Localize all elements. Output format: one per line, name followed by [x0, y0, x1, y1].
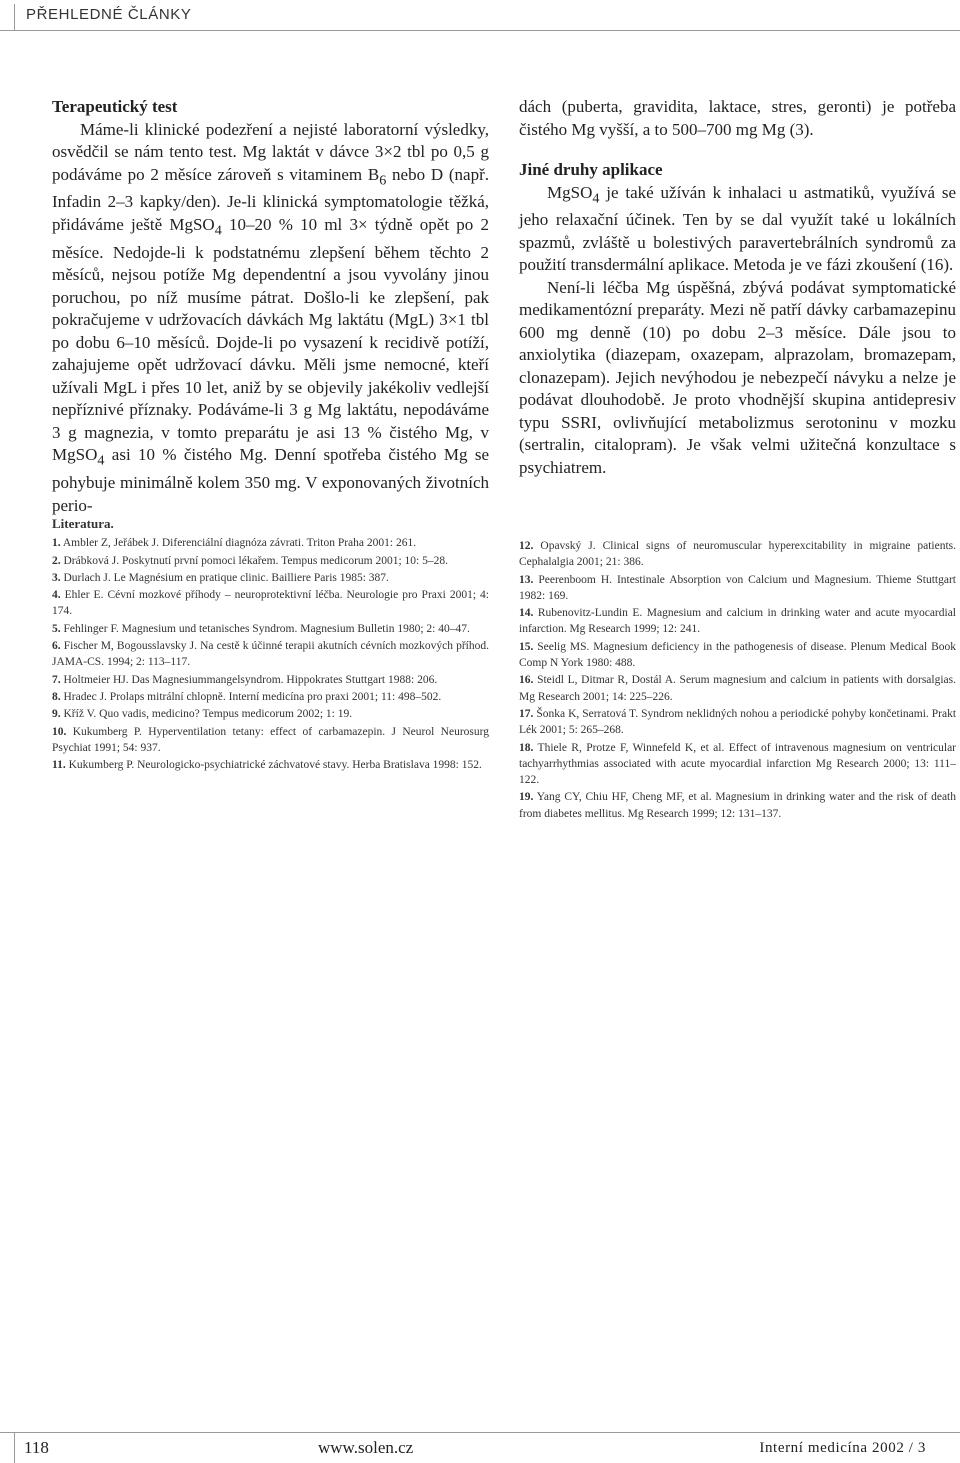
paragraph-therapeutic-test	[52, 119, 489, 518]
reference-list	[519, 538, 956, 822]
reference-item	[52, 672, 489, 688]
reference-item	[52, 638, 489, 671]
subscript: 4	[97, 452, 105, 469]
reference-text: Opavský J. Clinical signs of neuromuscular hyperexcitability in migraine patients. Cephalalgia 2001; 21: 386.	[519, 540, 957, 569]
paragraph-text: 10–20 % 10 ml 3× týdně opět po 2 měsíce. Nedojde-li k podstatnému zlepšení během těchto 2 měsíců, nejsou potíže Mg dependentní a jsou vyvolány jinou poruchou, po níž musíme pátrat. Došlo-li ke zlepšení, pak pokračujeme v udržovacích dávkách Mg laktátu (MgL) 3×1 tbl po dobu 6–10 měsíců. Dojde-li po vysazení k recidivě potíží, zahajujeme opět udržovací dávku. Měli jsme nemocné, kteří užívali MgL i přes 10 let, aniž by se objevily jakékoliv vedlejší nepříznivé příznaky. Podáváme-li 3 g Mg laktátu, nepodáváme 3 g magnezia, v tomto preparátu je asi 13 % čistého Mg, v MgSO	[52, 214, 489, 465]
reference-item	[519, 572, 956, 605]
reference-item	[519, 789, 956, 822]
reference-item	[52, 570, 489, 586]
section-heading-therapeutic-test: Terapeutický test	[52, 97, 178, 116]
paragraph-text: asi 10 % čistého Mg. Denní spotřeba čistého Mg se pohybuje minimálně kolem 350 mg. V exponovaných životních perio-	[52, 445, 489, 515]
reference-number: 5.	[52, 622, 61, 635]
reference-item	[519, 605, 956, 638]
reference-text: Steidl L, Ditmar R, Dostál A. Serum magnesium and calcium in patients with dorsalgias. Mg Research 2001; 14: 225–226.	[519, 674, 957, 703]
reference-number: 15.	[519, 640, 534, 653]
reference-number: 11.	[52, 759, 66, 772]
reference-text: Holtmeier HJ. Das Magnesiummangelsyndrom. Hippokrates Stuttgart 1988: 206.	[63, 673, 438, 686]
page-number: 118	[24, 1438, 49, 1457]
reference-text: Šonka K, Serratová T. Syndrom neklidných nohou a periodické pohyby končetinami. Prakt Lék 2001; 5: 265–268.	[519, 707, 957, 737]
reference-text: Kukumberg P. Neurologicko-psychiatrické záchvatové stavy. Herba Bratislava 1998: 152.	[68, 759, 482, 772]
reference-item	[52, 724, 489, 757]
reference-number: 4.	[52, 589, 61, 602]
reference-item	[519, 706, 956, 739]
reference-number: 10.	[52, 725, 67, 738]
reference-number: 1.	[52, 537, 61, 550]
reference-number: 19.	[519, 791, 534, 804]
section-heading-other-applications: Jiné druhy aplikace	[519, 160, 663, 179]
reference-number: 6.	[52, 640, 61, 653]
reference-number: 14.	[519, 607, 534, 620]
reference-item	[519, 740, 956, 789]
subscript: 4	[592, 189, 600, 206]
reference-text: Ambler Z, Jeřábek J. Diferenciální diagnóza závrati. Triton Praha 2001: 261.	[62, 537, 417, 550]
reference-number: 17.	[519, 707, 534, 720]
paragraph-text: Máme-li klinické podezření a nejisté laboratorní výsledky, osvědčil se nám tento test. Mg laktát v dávce 3×2 tbl po 0,5 g podáváme po 2 měsíce zároveň s vitaminem B	[52, 119, 489, 184]
reference-item	[52, 587, 489, 620]
subscript: 6	[379, 171, 387, 188]
reference-number: 2.	[52, 554, 61, 567]
reference-text: Kukumberg P. Hyperventilation tetany: effect of carbamazepin. J Neurol Neurosurg Psychiat 1991; 54: 937.	[52, 725, 489, 754]
website-link[interactable]: www.solen.cz	[318, 1438, 414, 1457]
reference-text: Seelig MS. Magnesium deficiency in the pathogenesis of disease. Plenum Medical Book Comp N York 1980: 488.	[519, 640, 957, 670]
reference-text: Durlach J. Le Magnésium en pratique clinic. Bailliere Paris 1985: 387.	[63, 571, 389, 584]
references-right	[519, 538, 956, 823]
reference-number: 13.	[519, 573, 534, 586]
reference-list	[52, 535, 489, 773]
reference-item	[52, 689, 489, 705]
paragraph-continuation: dách (puberta, gravidita, laktace, stres, geronti) je potřeba čistého Mg vyšší, a to 500–700 mg Mg (3).	[519, 97, 956, 139]
reference-item	[519, 538, 956, 571]
reference-number: 3.	[52, 571, 61, 584]
reference-text: Rubenovitz-Lundin E. Magnesium and calcium in drinking water and acute myocardial infarction. Mg Research 1999; 12: 241.	[519, 607, 957, 636]
reference-item	[52, 535, 489, 551]
paragraph-text: je také užíván k inhalaci u astmatiků, využívá se jeho relaxační účinek. Ten by se dal využít také u lokálních spazmů, zvláště u bolestivých paravertebrálních syndromů za použití transdermální aplikace. Metoda je ve fázi zkoušení (16).	[519, 182, 956, 275]
left-column	[52, 96, 489, 517]
reference-item	[519, 672, 956, 705]
reference-text: Drábková J. Poskytnutí první pomoci lékařem. Tempus medicorum 2001; 10: 5–28.	[63, 554, 449, 567]
paragraph-text: nebo D (např. Infadin 2–3 kapky/den). Je-li klinická symptomatologie těžká, přidáváme ještě MgSO	[52, 164, 489, 234]
reference-item	[52, 621, 489, 637]
reference-text: Ehler E. Cévní mozkové příhody – neuroprotektivní léčba. Neurologie pro Praxi 2001; 4: 174.	[52, 589, 489, 618]
footer-divider-vertical	[14, 1432, 15, 1463]
reference-text: Fischer M, Bogousslavsky J. Na cestě k účinné terapii akutních cévních mozkových příhod. JAMA-CS. 1994; 2: 113–117.	[52, 640, 490, 669]
reference-text: Kříž V. Quo vadis, medicino? Tempus medicorum 2002; 1: 19.	[63, 708, 353, 721]
footer-divider	[0, 1432, 960, 1433]
reference-number: 7.	[52, 673, 61, 686]
header-divider	[14, 4, 15, 30]
paragraph-text: MgSO	[547, 182, 593, 202]
references-left	[52, 516, 489, 774]
reference-text: Hradec J. Prolaps mitrální chlopně. Interní medicína pro praxi 2001; 11: 498–502.	[63, 690, 442, 703]
reference-text: Fehlinger F. Magnesium und tetanisches Syndrom. Magnesium Bulletin 1980; 2: 40–47.	[63, 622, 470, 635]
reference-text: Yang CY, Chiu HF, Cheng MF, et al. Magnesium in drinking water and the risk of death from diabetes mellitus. Mg Research 1999; 12: 131–137.	[519, 791, 957, 820]
reference-number: 16.	[519, 674, 534, 687]
subscript: 4	[214, 222, 222, 239]
reference-item	[52, 757, 489, 773]
journal-name: Interní medicína 2002 / 3	[759, 1440, 926, 1456]
reference-number: 8.	[52, 690, 61, 703]
reference-text: Peerenboom H. Intestinale Absorption von Calcium und Magnesium. Thieme Stuttgart 1982: 169.	[519, 573, 957, 602]
reference-item	[52, 706, 489, 722]
reference-item	[52, 553, 489, 569]
reference-number: 18.	[519, 741, 534, 754]
reference-text: Thiele R, Protze F, Winnefeld K, et al. Effect of intravenous magnesium on ventricular tachyarrhythmias associated with acute myocardial infarction Mg Research 2000; 13: 111–122.	[519, 741, 956, 787]
right-column	[519, 96, 956, 479]
paragraph-inhalation	[519, 182, 956, 277]
reference-item	[519, 639, 956, 672]
references-title: Literatura.	[52, 516, 114, 531]
reference-number: 9.	[52, 708, 61, 721]
reference-number: 12.	[519, 540, 534, 552]
paragraph-symptomatic-treatment: Není-li léčba Mg úspěšná, zbývá podávat symptomatické medikamentózní preparáty. Mezi ně patří dávky carbamazepinu 600 mg denně (10) po dobu 2–3 měsíce. Dále jsou to anxiolytika (diazepam, oxazepam, alprazolam, bromazepam, clonazepam). Jejich nevýhodou je nebezpečí návyku a nelze je podávat dlouhodobě. Je proto vhodnější skupina antidepresiv typu SSRI, ovlivňující metabolizmus serotoninu v mozku (sertralin, citalopram). Je však velmi užitečná konzultace s psychiatrem.	[519, 277, 956, 477]
section-label: PŘEHLEDNÉ ČLÁNKY	[26, 6, 192, 23]
page-header	[0, 0, 960, 31]
